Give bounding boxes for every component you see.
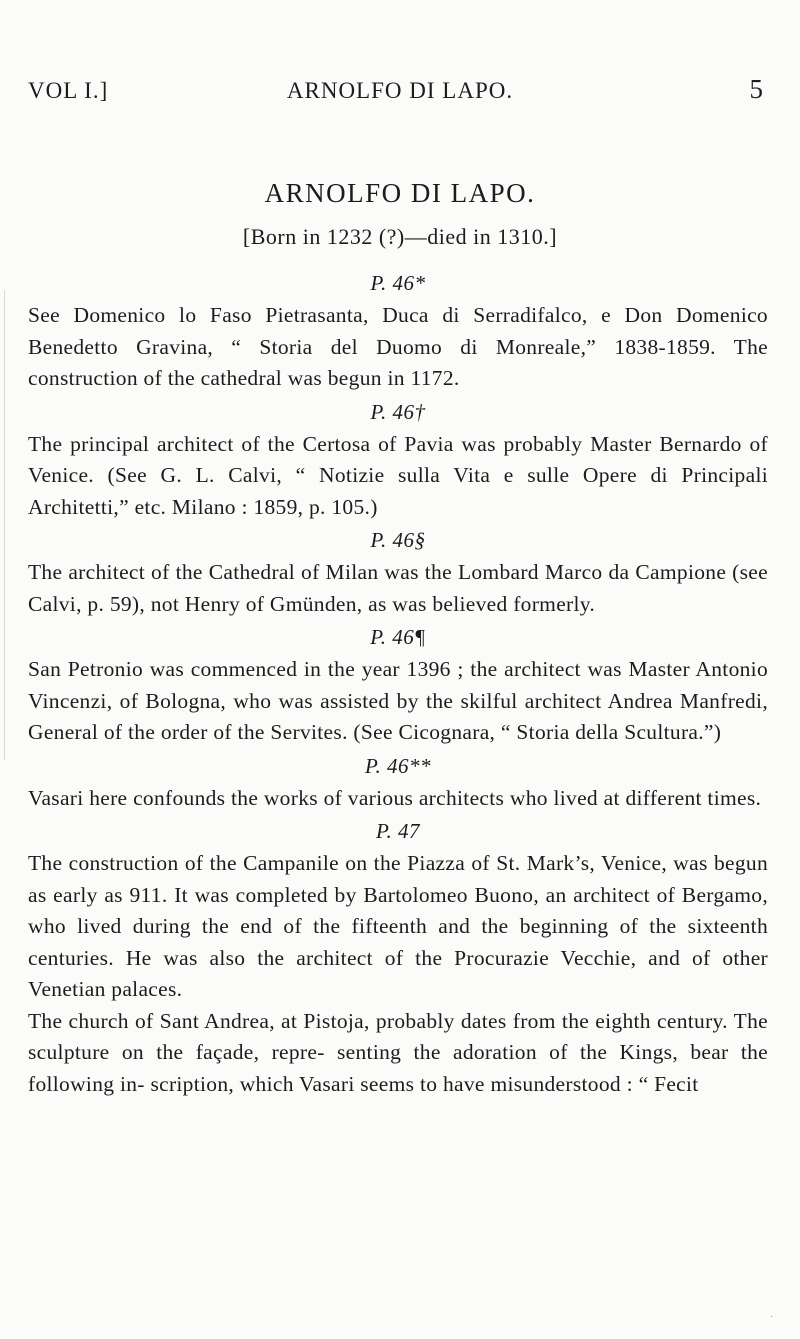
volume-label: VOL I.]	[28, 78, 109, 103]
note-reference: P. 46§	[370, 528, 426, 552]
ink-speck: ·	[770, 1312, 774, 1323]
notes-body	[28, 266, 768, 1100]
note	[28, 523, 768, 620]
note	[28, 395, 768, 524]
note-paragraph: The construction of the Campanile on the Piazza of St. Mark’s, Venice, was begun as early as 911. It was completed by Bartolomeo Buono, an architect of Bergamo, who lived during the end of the fifteenth and the beginning of the sixteenth centuries. He was also the architect of the Procurazie Vecchie, and of other Venetian palaces.	[28, 851, 768, 1001]
note-reference: P. 47	[375, 819, 421, 843]
note-reference: P. 46¶	[370, 625, 426, 649]
note-paragraph: See Domenico lo Faso Pietrasanta, Duca di Serradifalco, e Don Domenico Benedetto Gravina, “ Storia del Duomo di Monreale,” 1838-1859. The construction of the cathedral was begun in 1172.	[28, 303, 768, 390]
note-reference: P. 46**	[364, 753, 432, 778]
note-paragraph: The church of Sant Andrea, at Pistoja, probably dates from the eighth century. The sculpture on the façade, repre- senting the adoration of the Kings, bear the following in- scription, which Vasari seems to have misunderstood : “ Fecit	[28, 1008, 768, 1096]
note-reference: P. 46†	[370, 399, 426, 424]
chapter-title: ARNOLFO DI LAPO.	[264, 178, 536, 208]
note-paragraph: San Petronio was commenced in the year 1396 ; the architect was Master Antonio Vincenzi, of Bologna, who was assisted by the skilful architect Andrea Manfredi, General of the order of the Servites. (See Cicognara, “ Storia della Scultura.”)	[28, 657, 768, 744]
page-number: 5	[749, 74, 764, 104]
running-header	[28, 74, 772, 108]
running-title: ARNOLFO DI LAPO.	[286, 78, 514, 103]
note-paragraph: The architect of the Cathedral of Milan was the Lombard Marco da Campione (see Calvi, p. 59), not Henry of Gmünden, as was believed formerly.	[28, 560, 768, 616]
note-paragraph: Vasari here confounds the works of various architects who lived at different times.	[28, 785, 762, 810]
chapter-dates: [Born in 1232 (?)—died in 1310.]	[242, 224, 558, 249]
note	[28, 266, 768, 395]
note-paragraph: The principal architect of the Certosa of Pavia was probably Master Bernardo of Venice. (See G. L. Calvi, “ Notizie sulla Vita e sulle Opere di Principali Architetti,” etc. Milano : 1859, p. 105.)	[28, 431, 768, 519]
note	[28, 814, 768, 1100]
note-reference: P. 46*	[370, 271, 426, 295]
margin-shadow	[4, 290, 5, 760]
note	[28, 749, 768, 815]
note	[28, 620, 768, 749]
